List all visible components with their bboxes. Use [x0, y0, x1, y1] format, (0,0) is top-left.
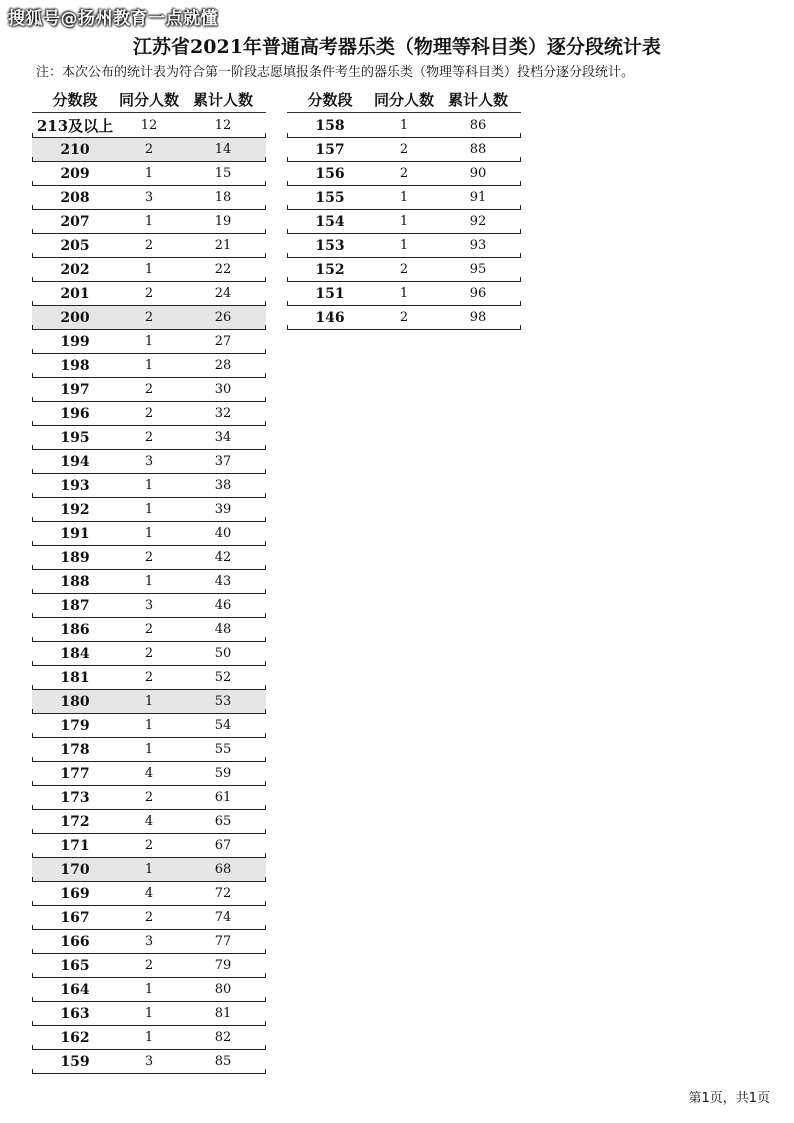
table-body-left: [32, 114, 266, 1074]
score-cell: 191: [60, 525, 90, 542]
same-count-cell: 1: [144, 526, 154, 541]
score-cell: 166: [60, 933, 90, 950]
table-row: [32, 930, 266, 954]
cumulative-cell: 65: [214, 814, 232, 829]
header-same: 同分人数: [118, 90, 179, 109]
cumulative-cell: 19: [214, 214, 232, 229]
table-row: [32, 210, 266, 234]
table-row: [32, 378, 266, 402]
same-count-cell: 1: [144, 1030, 154, 1045]
same-count-cell: 1: [144, 262, 154, 277]
score-cell: 172: [60, 813, 90, 830]
table-row: [32, 762, 266, 786]
table-row: [32, 906, 266, 930]
score-cell: 205: [60, 237, 90, 254]
same-count-cell: 3: [144, 1054, 154, 1069]
same-count-cell: 1: [399, 286, 409, 301]
same-count-cell: 1: [144, 742, 154, 757]
table-row: [32, 186, 266, 210]
cumulative-cell: 77: [214, 934, 232, 949]
same-count-cell: 1: [399, 238, 409, 253]
table-row: [32, 690, 266, 714]
same-count-cell: 1: [144, 694, 154, 709]
same-count-cell: 3: [144, 598, 154, 613]
cumulative-cell: 61: [214, 790, 232, 805]
table-row: [287, 162, 521, 186]
table-row: [32, 714, 266, 738]
same-count-cell: 2: [144, 958, 154, 973]
score-cell: 167: [60, 909, 90, 926]
same-count-cell: 2: [144, 646, 154, 661]
cumulative-cell: 48: [214, 622, 232, 637]
cumulative-cell: 91: [469, 190, 487, 205]
same-count-cell: 2: [399, 142, 409, 157]
header-score: 分数段: [52, 90, 98, 109]
score-cell: 181: [60, 669, 90, 686]
table-row: [32, 546, 266, 570]
score-cell: 199: [60, 333, 90, 350]
score-cell: 198: [60, 357, 90, 374]
score-cell: 157: [315, 141, 345, 158]
table-row: [32, 570, 266, 594]
table-row: [32, 258, 266, 282]
score-table-right: [287, 86, 521, 330]
cumulative-cell: 27: [214, 334, 232, 349]
score-cell: 187: [60, 597, 90, 614]
same-count-cell: 2: [144, 382, 154, 397]
same-count-cell: 4: [144, 886, 154, 901]
same-count-cell: 2: [144, 670, 154, 685]
table-header: [287, 86, 521, 113]
table-row: [32, 858, 266, 882]
cumulative-cell: 18: [214, 190, 232, 205]
same-count-cell: 2: [144, 910, 154, 925]
table-row: [287, 282, 521, 306]
cumulative-cell: 22: [214, 262, 232, 277]
score-cell: 156: [315, 165, 345, 182]
cumulative-cell: 67: [214, 838, 232, 853]
score-cell: 154: [315, 213, 345, 230]
table-row: [32, 402, 266, 426]
cumulative-cell: 93: [469, 238, 487, 253]
table-row: [32, 786, 266, 810]
score-cell: 195: [60, 429, 90, 446]
table-row: [32, 306, 266, 330]
same-count-cell: 1: [144, 334, 154, 349]
score-cell: 196: [60, 405, 90, 422]
cumulative-cell: 12: [214, 118, 232, 133]
header-cum: 累计人数: [447, 90, 508, 109]
table-row: [32, 882, 266, 906]
table-row: [32, 738, 266, 762]
score-cell: 151: [315, 285, 345, 302]
cumulative-cell: 40: [214, 526, 232, 541]
header-same: 同分人数: [373, 90, 434, 109]
score-cell: 210: [60, 141, 90, 158]
score-cell: 197: [60, 381, 90, 398]
cumulative-cell: 81: [214, 1006, 232, 1021]
same-count-cell: 2: [144, 790, 154, 805]
score-cell: 192: [60, 501, 90, 518]
score-cell: 165: [60, 957, 90, 974]
same-count-cell: 3: [144, 934, 154, 949]
cumulative-cell: 15: [214, 166, 232, 181]
page-title: 江苏省2021年普通高考器乐类（物理等科目类）逐分段统计表: [133, 36, 661, 58]
same-count-cell: 2: [144, 430, 154, 445]
same-count-cell: 1: [144, 502, 154, 517]
cumulative-cell: 53: [214, 694, 232, 709]
table-row: [32, 1050, 266, 1074]
cumulative-cell: 96: [469, 286, 487, 301]
table-row: [32, 162, 266, 186]
same-count-cell: 2: [399, 166, 409, 181]
table-row: [32, 282, 266, 306]
score-cell: 202: [60, 261, 90, 278]
table-row: [32, 618, 266, 642]
same-count-cell: 2: [399, 310, 409, 325]
cumulative-cell: 42: [214, 550, 232, 565]
table-row: [32, 234, 266, 258]
cumulative-cell: 37: [214, 454, 232, 469]
cumulative-cell: 88: [469, 142, 487, 157]
score-cell: 177: [60, 765, 90, 782]
table-row: [32, 1002, 266, 1026]
table-row: [287, 138, 521, 162]
score-cell: 184: [60, 645, 90, 662]
table-row: [287, 234, 521, 258]
score-cell: 163: [60, 1005, 90, 1022]
cumulative-cell: 80: [214, 982, 232, 997]
table-row: [32, 1026, 266, 1050]
score-cell: 201: [60, 285, 90, 302]
cumulative-cell: 92: [469, 214, 487, 229]
cumulative-cell: 86: [469, 118, 487, 133]
same-count-cell: 1: [144, 358, 154, 373]
watermark-text: 搜狐号@扬州教育一点就懂: [8, 9, 218, 29]
table-row: [287, 258, 521, 282]
same-count-cell: 2: [144, 550, 154, 565]
score-cell: 188: [60, 573, 90, 590]
header-cum: 累计人数: [192, 90, 253, 109]
table-row: [32, 954, 266, 978]
score-cell: 153: [315, 237, 345, 254]
score-cell: 173: [60, 789, 90, 806]
score-cell: 159: [60, 1053, 90, 1070]
cumulative-cell: 30: [214, 382, 232, 397]
score-cell: 158: [315, 117, 345, 134]
table-row: [32, 810, 266, 834]
cumulative-cell: 34: [214, 430, 232, 445]
same-count-cell: 1: [144, 862, 154, 877]
table-row: [32, 330, 266, 354]
score-cell: 213及以上: [36, 117, 114, 135]
cumulative-cell: 50: [214, 646, 232, 661]
table-row: [287, 210, 521, 234]
same-count-cell: 2: [144, 142, 154, 157]
table-header: [32, 86, 266, 113]
cumulative-cell: 52: [214, 670, 232, 685]
same-count-cell: 2: [399, 262, 409, 277]
same-count-cell: 1: [144, 214, 154, 229]
table-row: [32, 642, 266, 666]
score-cell: 146: [315, 309, 345, 326]
cumulative-cell: 26: [214, 310, 232, 325]
cumulative-cell: 21: [214, 238, 232, 253]
same-count-cell: 1: [144, 166, 154, 181]
table-row: [287, 186, 521, 210]
cumulative-cell: 72: [214, 886, 232, 901]
same-count-cell: 2: [144, 310, 154, 325]
same-count-cell: 12: [140, 118, 158, 133]
same-count-cell: 1: [399, 118, 409, 133]
score-cell: 200: [60, 309, 90, 326]
cumulative-cell: 98: [469, 310, 487, 325]
cumulative-cell: 54: [214, 718, 232, 733]
score-cell: 169: [60, 885, 90, 902]
same-count-cell: 2: [144, 406, 154, 421]
score-cell: 152: [315, 261, 345, 278]
table-row: [32, 426, 266, 450]
cumulative-cell: 55: [214, 742, 232, 757]
cumulative-cell: 90: [469, 166, 487, 181]
header-score: 分数段: [307, 90, 353, 109]
same-count-cell: 2: [144, 286, 154, 301]
score-cell: 179: [60, 717, 90, 734]
same-count-cell: 2: [144, 838, 154, 853]
score-cell: 162: [60, 1029, 90, 1046]
same-count-cell: 2: [144, 622, 154, 637]
table-row: [32, 354, 266, 378]
table-row: [287, 114, 521, 138]
cumulative-cell: 59: [214, 766, 232, 781]
table-note: 注：本次公布的统计表为符合第一阶段志愿填报条件考生的器乐类（物理等科目类）投档分逐分段统计。: [36, 65, 635, 80]
cumulative-cell: 14: [214, 142, 232, 157]
score-cell: 193: [60, 477, 90, 494]
table-row: [32, 834, 266, 858]
cumulative-cell: 32: [214, 406, 232, 421]
same-count-cell: 1: [144, 1006, 154, 1021]
score-cell: 186: [60, 621, 90, 638]
table-row: [32, 450, 266, 474]
page-footer: 第1页，共1页: [688, 1091, 770, 1106]
same-count-cell: 3: [144, 454, 154, 469]
same-count-cell: 4: [144, 814, 154, 829]
same-count-cell: 3: [144, 190, 154, 205]
score-cell: 209: [60, 165, 90, 182]
table-row: [32, 594, 266, 618]
score-cell: 155: [315, 189, 345, 206]
same-count-cell: 2: [144, 238, 154, 253]
score-cell: 194: [60, 453, 90, 470]
cumulative-cell: 39: [214, 502, 232, 517]
score-cell: 180: [60, 693, 90, 710]
score-cell: 164: [60, 981, 90, 998]
same-count-cell: 1: [399, 214, 409, 229]
table-row: [32, 474, 266, 498]
same-count-cell: 1: [144, 478, 154, 493]
cumulative-cell: 68: [214, 862, 232, 877]
cumulative-cell: 82: [214, 1030, 232, 1045]
cumulative-cell: 24: [214, 286, 232, 301]
same-count-cell: 1: [144, 574, 154, 589]
table-row: [32, 498, 266, 522]
cumulative-cell: 85: [214, 1054, 232, 1069]
cumulative-cell: 95: [469, 262, 487, 277]
table-row: [32, 522, 266, 546]
cumulative-cell: 43: [214, 574, 232, 589]
score-cell: 189: [60, 549, 90, 566]
same-count-cell: 1: [144, 982, 154, 997]
table-row: [32, 666, 266, 690]
table-body-right: [287, 114, 521, 330]
cumulative-cell: 46: [214, 598, 232, 613]
table-row: [287, 306, 521, 330]
score-cell: 207: [60, 213, 90, 230]
score-cell: 170: [60, 861, 90, 878]
cumulative-cell: 79: [214, 958, 232, 973]
table-row: [32, 978, 266, 1002]
same-count-cell: 4: [144, 766, 154, 781]
same-count-cell: 1: [399, 190, 409, 205]
score-cell: 171: [60, 837, 90, 854]
score-table-left: [32, 86, 266, 1074]
cumulative-cell: 28: [214, 358, 232, 373]
cumulative-cell: 38: [214, 478, 232, 493]
table-row: [32, 138, 266, 162]
score-cell: 178: [60, 741, 90, 758]
same-count-cell: 1: [144, 718, 154, 733]
score-cell: 208: [60, 189, 90, 206]
table-row: [32, 114, 266, 138]
cumulative-cell: 74: [214, 910, 232, 925]
